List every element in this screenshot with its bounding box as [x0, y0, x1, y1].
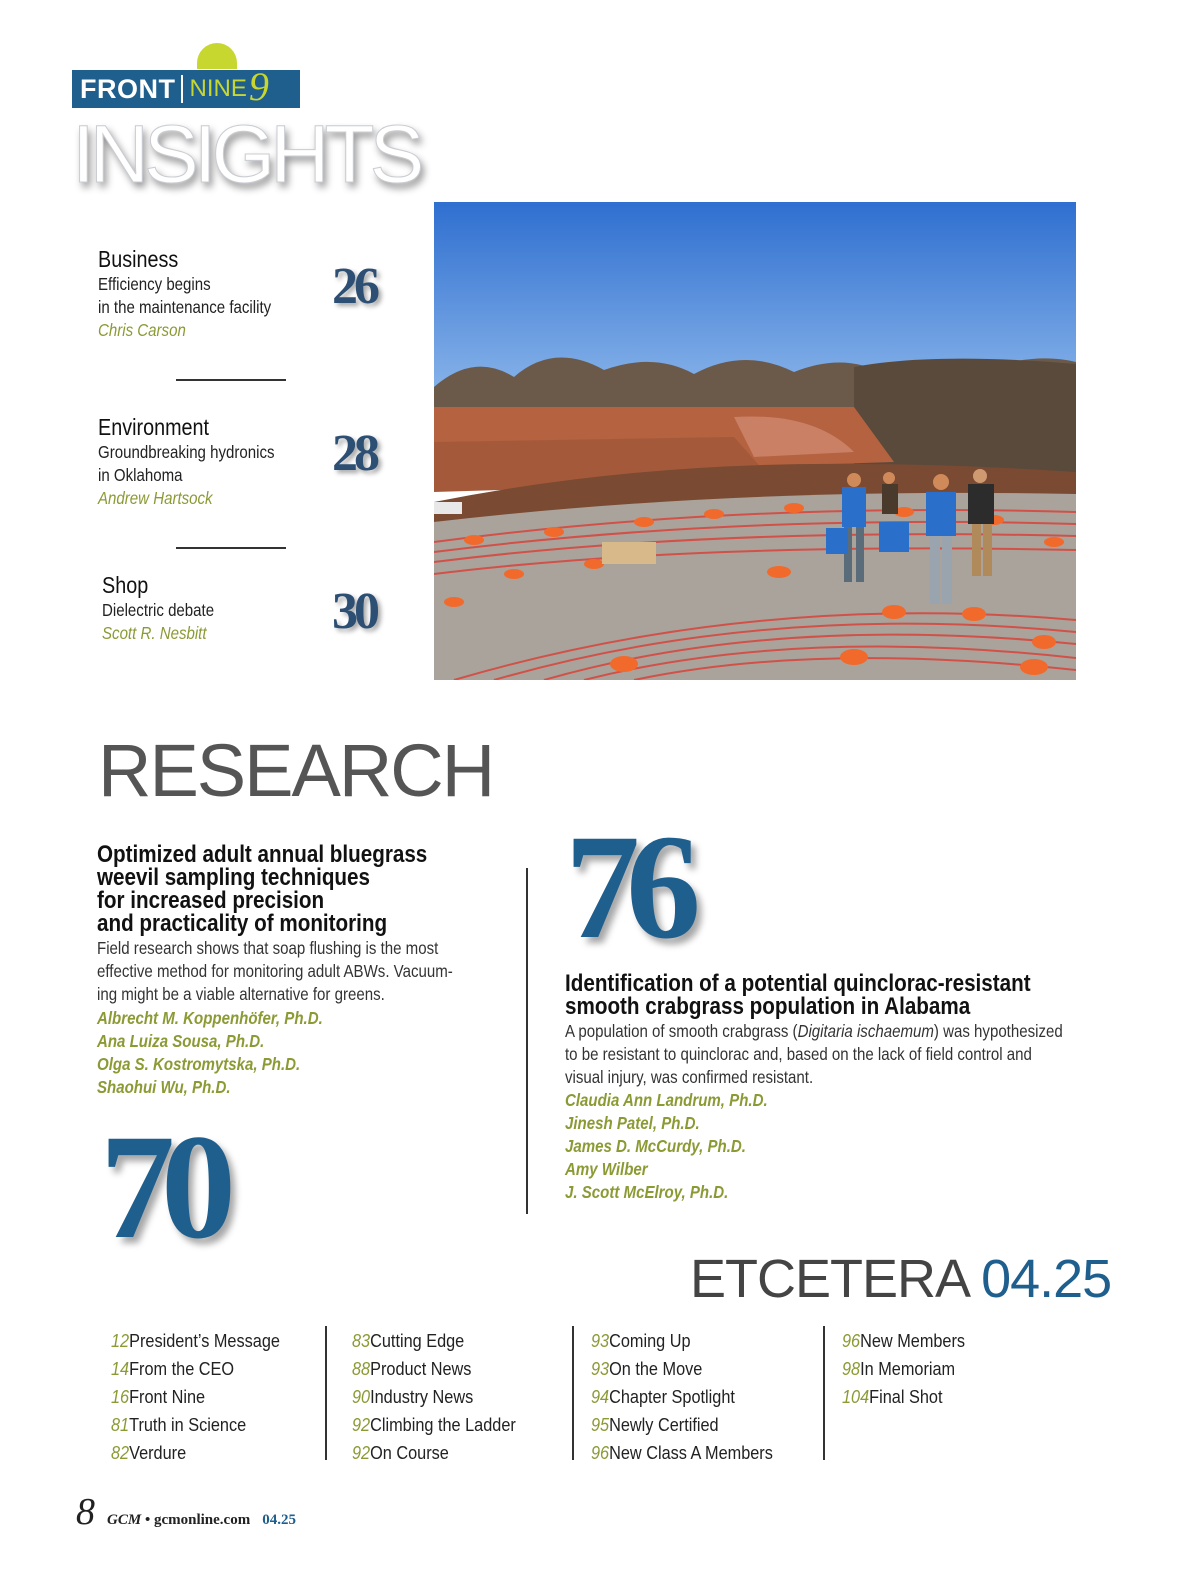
- article-headline[interactable]: Identification of a potential quinclorac-resistant: [565, 970, 1031, 997]
- etcetera-column: [842, 1327, 982, 1411]
- insight-item-shop[interactable]: [102, 572, 332, 645]
- article-author: Albrecht M. Koppenhöfer, Ph.D.: [97, 1008, 323, 1028]
- article-author: Claudia Ann Landrum, Ph.D.: [565, 1090, 768, 1110]
- insight-author: Andrew Hartsock: [98, 488, 213, 508]
- item-label: Chapter Spotlight: [609, 1386, 735, 1407]
- item-label: President’s Message: [129, 1330, 280, 1351]
- item-page-number: 98: [842, 1358, 861, 1379]
- logo-nine-text: NINE: [189, 75, 247, 102]
- insight-category: Business: [98, 246, 179, 272]
- divider: [176, 547, 286, 549]
- article-author: Amy Wilber: [565, 1159, 648, 1179]
- etcetera-item[interactable]: [591, 1327, 773, 1355]
- insight-description: in Oklahoma: [98, 465, 183, 485]
- article-summary: to be resistant to quinclorac and, based on the lack of field control and: [565, 1044, 1032, 1064]
- article-summary: [565, 1020, 1063, 1043]
- publication-name: GCM: [107, 1512, 142, 1528]
- item-page-number: 88: [352, 1358, 371, 1379]
- item-page-number: 83: [352, 1330, 371, 1351]
- etcetera-item[interactable]: [111, 1439, 280, 1467]
- article-headline[interactable]: weevil sampling techniques: [97, 864, 370, 891]
- article-summary-text: ) was hypothesized: [933, 1021, 1063, 1041]
- etcetera-item[interactable]: [352, 1383, 516, 1411]
- item-page-number: 90: [352, 1386, 371, 1407]
- column-divider: [526, 868, 528, 1214]
- article-author: James D. McCurdy, Ph.D.: [565, 1136, 746, 1156]
- insight-author: Scott R. Nesbitt: [102, 623, 207, 643]
- etcetera-column: [111, 1327, 303, 1467]
- column-divider: [572, 1326, 574, 1460]
- divider: [176, 379, 286, 381]
- item-page-number: 81: [111, 1414, 130, 1435]
- etcetera-column: [591, 1327, 798, 1467]
- article-author: Ana Luiza Sousa, Ph.D.: [97, 1031, 265, 1051]
- etcetera-item[interactable]: [352, 1411, 516, 1439]
- insight-item-environment[interactable]: [98, 414, 328, 510]
- etcetera-item[interactable]: [591, 1411, 773, 1439]
- insight-page-number[interactable]: 30: [332, 583, 376, 640]
- footer-page-number: 8: [76, 1491, 95, 1533]
- logo-front-text: FRONT: [80, 73, 176, 104]
- article-headline[interactable]: smooth crabgrass population in Alabama: [565, 993, 971, 1020]
- etcetera-column: [352, 1327, 538, 1467]
- etcetera-item[interactable]: [591, 1383, 773, 1411]
- logo-divider: [181, 75, 183, 103]
- insight-page-number[interactable]: 26: [332, 258, 376, 315]
- etcetera-item[interactable]: [842, 1383, 965, 1411]
- item-page-number: 12: [111, 1330, 130, 1351]
- insight-author: Chris Carson: [98, 320, 186, 340]
- species-name: Digitaria ischaemum: [797, 1021, 934, 1041]
- item-page-number: 93: [591, 1330, 610, 1351]
- item-label: Truth in Science: [129, 1414, 247, 1435]
- item-page-number: 96: [591, 1442, 610, 1463]
- article-summary: ing might be a viable alternative for greens.: [97, 984, 385, 1004]
- article-author: J. Scott McElroy, Ph.D.: [565, 1182, 729, 1202]
- etcetera-item[interactable]: [111, 1383, 280, 1411]
- item-label: Final Shot: [869, 1386, 943, 1407]
- item-label: On Course: [370, 1442, 449, 1463]
- footer-publication: [107, 1512, 250, 1528]
- article-headline[interactable]: and practicality of monitoring: [97, 910, 388, 937]
- etcetera-section-title: [690, 1248, 1111, 1310]
- hydronics-installation-photo: [434, 202, 1076, 680]
- article-headline[interactable]: for increased precision: [97, 887, 325, 914]
- footer-website-link[interactable]: gcmonline.com: [153, 1512, 251, 1528]
- article-headline[interactable]: Optimized adult annual bluegrass: [97, 841, 428, 868]
- etcetera-item[interactable]: [352, 1439, 516, 1467]
- insight-item-business[interactable]: [98, 246, 328, 342]
- item-page-number: 92: [352, 1414, 371, 1435]
- item-label: Newly Certified: [609, 1414, 719, 1435]
- etcetera-item[interactable]: [842, 1355, 965, 1383]
- article-author: Shaohui Wu, Ph.D.: [97, 1077, 231, 1097]
- insight-category: Shop: [102, 572, 149, 598]
- etcetera-title-text: ETCETERA: [690, 1249, 968, 1309]
- item-label: Verdure: [129, 1442, 187, 1463]
- item-label: Cutting Edge: [370, 1330, 465, 1351]
- article-page-number[interactable]: 70: [100, 1104, 222, 1270]
- item-label: New Class A Members: [609, 1442, 773, 1463]
- article-summary: effective method for monitoring adult ABWs. Vacuum-: [97, 961, 453, 981]
- item-label: Product News: [370, 1358, 472, 1379]
- article-page-number[interactable]: 76: [565, 804, 687, 970]
- footer-issue-date: 04.25: [262, 1512, 296, 1528]
- article-author: Olga S. Kostromytska, Ph.D.: [97, 1054, 301, 1074]
- page-footer: [76, 1490, 296, 1534]
- item-page-number: 16: [111, 1386, 130, 1407]
- item-page-number: 104: [842, 1386, 870, 1407]
- etcetera-item[interactable]: [352, 1355, 516, 1383]
- insight-category: Environment: [98, 414, 210, 440]
- item-page-number: 93: [591, 1358, 610, 1379]
- issue-date: 04.25: [981, 1249, 1112, 1309]
- logo-nine-numeral: 9: [248, 63, 269, 109]
- insight-description: Groundbreaking hydronics: [98, 442, 275, 462]
- etcetera-item[interactable]: [111, 1355, 280, 1383]
- item-label: In Memoriam: [860, 1358, 956, 1379]
- footer-bullet: •: [144, 1512, 151, 1528]
- item-page-number: 92: [352, 1442, 371, 1463]
- item-page-number: 94: [591, 1386, 610, 1407]
- item-page-number: 96: [842, 1330, 861, 1351]
- etcetera-item[interactable]: [591, 1439, 773, 1467]
- item-label: Coming Up: [609, 1330, 691, 1351]
- etcetera-item[interactable]: [842, 1327, 965, 1355]
- column-divider: [325, 1326, 327, 1460]
- insight-description: Dielectric debate: [102, 600, 215, 620]
- item-label: Industry News: [370, 1386, 474, 1407]
- insight-description: Efficiency begins: [98, 274, 211, 294]
- item-label: Front Nine: [129, 1386, 206, 1407]
- item-label: Climbing the Ladder: [370, 1414, 516, 1435]
- article-summary: visual injury, was confirmed resistant.: [565, 1067, 814, 1087]
- insight-description: in the maintenance facility: [98, 297, 272, 317]
- etcetera-item[interactable]: [111, 1327, 280, 1355]
- item-label: New Members: [860, 1330, 966, 1351]
- item-page-number: 14: [111, 1358, 130, 1379]
- front-nine-logo: [72, 63, 300, 109]
- column-divider: [823, 1326, 825, 1460]
- etcetera-item[interactable]: [111, 1411, 280, 1439]
- item-page-number: 82: [111, 1442, 130, 1463]
- research-section-title: RESEARCH: [98, 729, 494, 812]
- article-summary: Field research shows that soap flushing is the most: [97, 938, 439, 958]
- article-summary-text: A population of smooth crabgrass (: [565, 1021, 798, 1041]
- item-page-number: 95: [591, 1414, 610, 1435]
- logo-leaf-icon: [197, 43, 237, 69]
- etcetera-item[interactable]: [352, 1327, 516, 1355]
- item-label: From the CEO: [129, 1358, 235, 1379]
- item-label: On the Move: [609, 1358, 703, 1379]
- insights-section-title: INSIGHTS: [72, 109, 420, 200]
- insight-page-number[interactable]: 28: [332, 425, 376, 482]
- article-author: Jinesh Patel, Ph.D.: [565, 1113, 700, 1133]
- etcetera-item[interactable]: [591, 1355, 773, 1383]
